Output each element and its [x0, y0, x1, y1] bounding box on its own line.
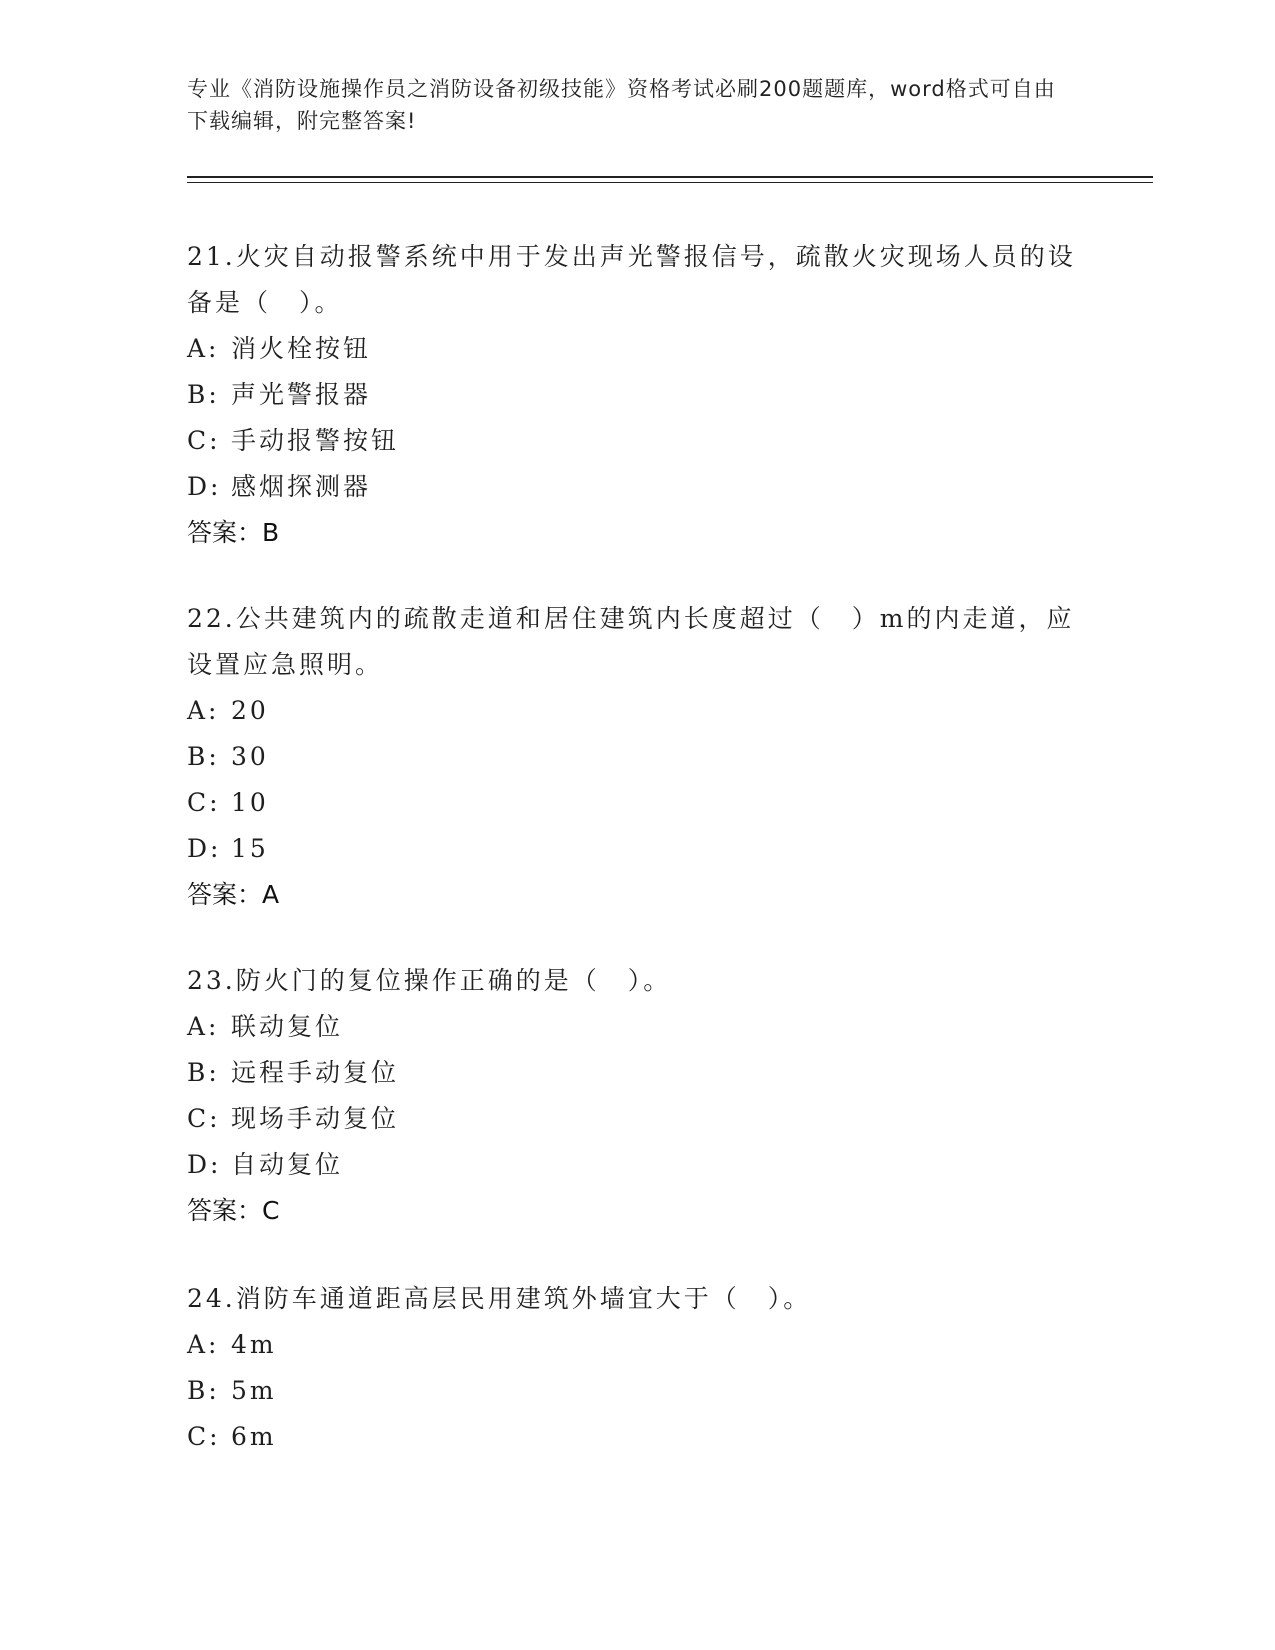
option-key: C:: [187, 1104, 221, 1133]
option-value: 声光警报器: [231, 380, 372, 409]
question-22: [187, 596, 1077, 918]
option-c: [187, 780, 1077, 826]
option-value: 15: [231, 834, 269, 863]
option-value: 6m: [231, 1422, 277, 1451]
option-value: 手动报警按钮: [231, 426, 400, 455]
option-a: [187, 1322, 1077, 1368]
option-key: D:: [187, 834, 222, 863]
option-value: 消火栓按钮: [231, 334, 372, 363]
option-value: 感烟探测器: [231, 472, 372, 501]
option-a: [187, 1004, 1077, 1050]
option-key: A:: [187, 1330, 220, 1359]
option-value: 20: [231, 696, 269, 725]
option-key: D:: [187, 472, 222, 501]
option-b: [187, 372, 1077, 418]
option-value: 30: [231, 742, 269, 771]
question-text: 21.火灾自动报警系统中用于发出声光警报信号，疏散火灾现场人员的设备是（ ）。: [187, 242, 1076, 317]
question-text: 23.防火门的复位操作正确的是（ ）。: [187, 966, 672, 995]
option-value: 5m: [231, 1376, 277, 1405]
answer-text: 答案：B: [187, 518, 280, 547]
option-d: [187, 464, 1077, 510]
option-key: B:: [187, 1376, 220, 1405]
option-value: 现场手动复位: [231, 1104, 400, 1133]
option-value: 远程手动复位: [231, 1058, 400, 1087]
option-value: 自动复位: [231, 1150, 344, 1179]
answer-text: 答案：A: [187, 880, 280, 909]
option-a: [187, 326, 1077, 372]
option-key: C:: [187, 426, 221, 455]
option-key: B:: [187, 380, 220, 409]
option-c: [187, 418, 1077, 464]
header-divider-thin: [187, 182, 1153, 183]
option-c: [187, 1096, 1077, 1142]
option-key: D:: [187, 1150, 222, 1179]
option-key: A:: [187, 696, 220, 725]
option-key: C:: [187, 788, 221, 817]
document-header: 专业《消防设施操作员之消防设备初级技能》资格考试必刷200题题库，word格式可自由下载编辑，附完整答案!: [187, 77, 1056, 133]
option-b: [187, 1368, 1077, 1414]
option-b: [187, 1050, 1077, 1096]
option-value: 联动复位: [231, 1012, 344, 1041]
question-21: [187, 234, 1077, 556]
option-d: [187, 1142, 1077, 1188]
option-value: 4m: [231, 1330, 277, 1359]
option-b: [187, 734, 1077, 780]
option-key: B:: [187, 1058, 220, 1087]
option-key: A:: [187, 1012, 220, 1041]
option-value: 10: [231, 788, 269, 817]
option-key: C:: [187, 1422, 221, 1451]
option-a: [187, 688, 1077, 734]
option-key: B:: [187, 742, 220, 771]
question-23: [187, 958, 1077, 1234]
question-text: 24.消防车通道距高层民用建筑外墙宜大于（ ）。: [187, 1284, 812, 1313]
option-d: [187, 826, 1077, 872]
header-divider-thick: [187, 176, 1153, 178]
option-key: A:: [187, 334, 220, 363]
answer-text: 答案：C: [187, 1196, 280, 1225]
question-text: 22.公共建筑内的疏散走道和居住建筑内长度超过（ ）m的内走道，应设置应急照明。: [187, 604, 1075, 679]
question-24: [187, 1276, 1077, 1460]
option-c: [187, 1414, 1077, 1460]
